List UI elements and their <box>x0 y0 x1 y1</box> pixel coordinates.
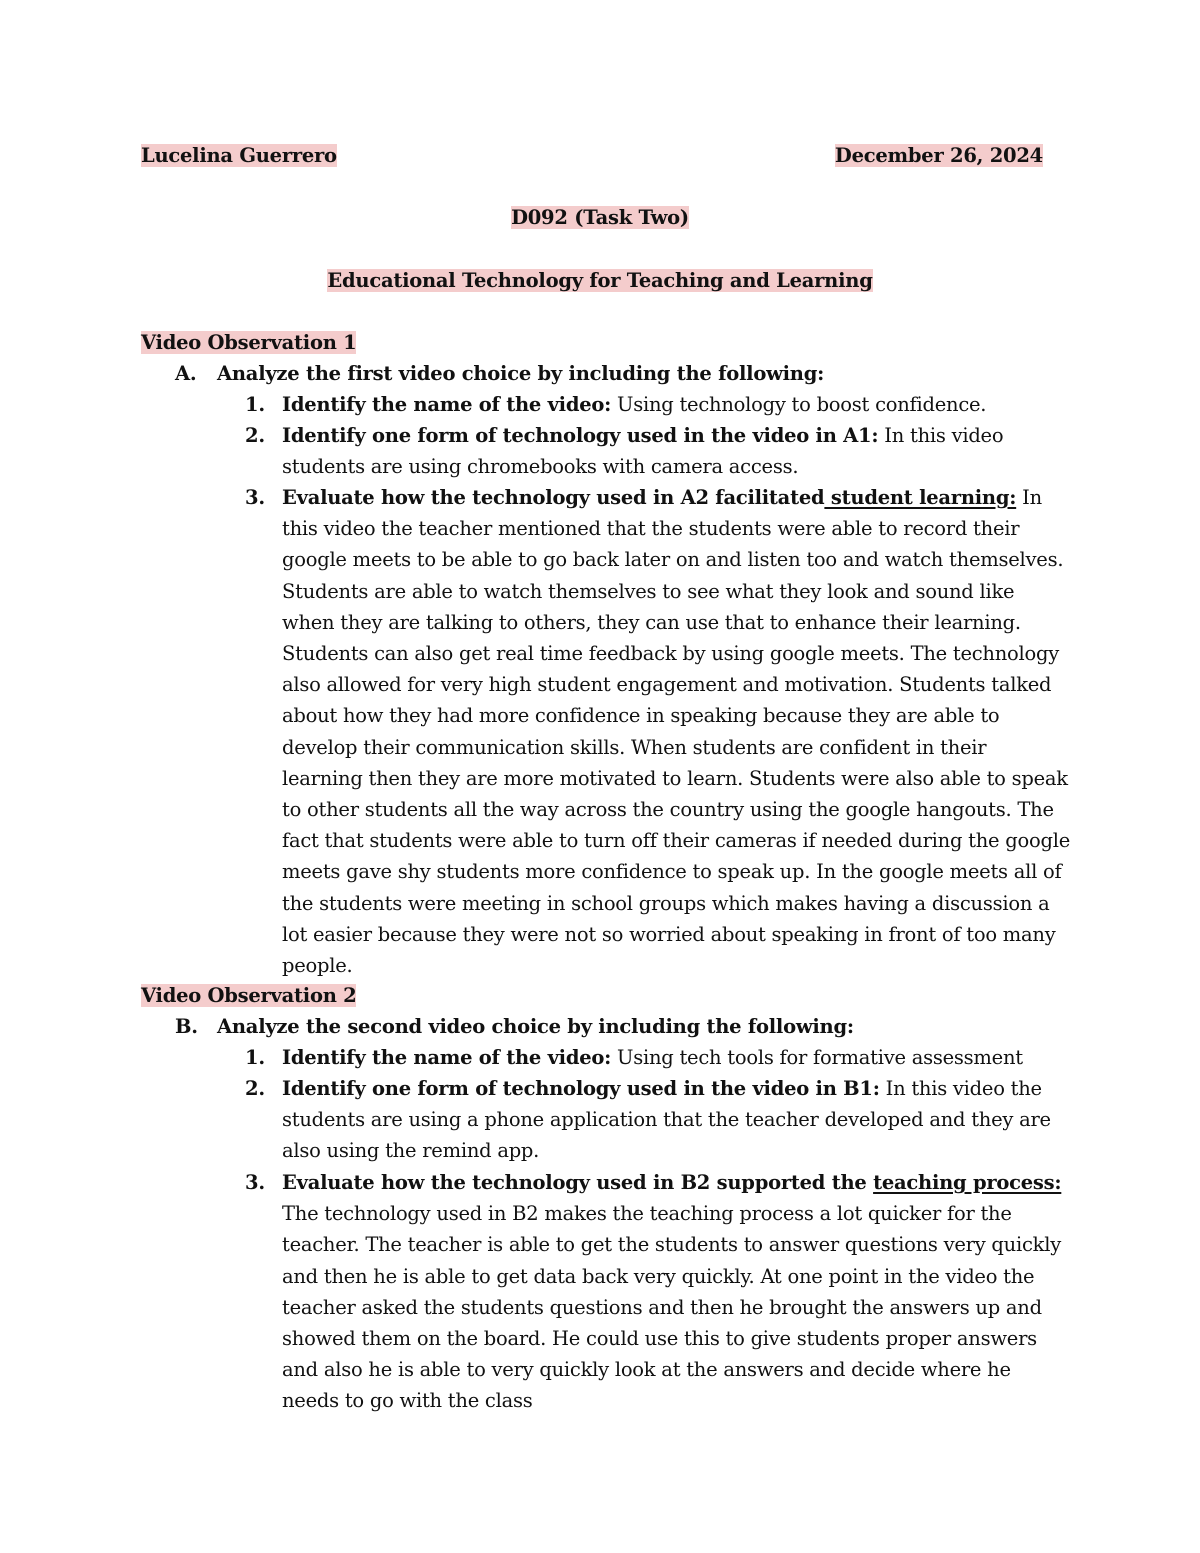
item-text: Using technology to boost confidence. <box>611 393 987 416</box>
item-label: Identify the name of the video: <box>282 393 612 416</box>
list-marker-a1: 1. <box>245 393 265 416</box>
item-label: Identify one form of technology used in the video in A1: <box>282 424 879 447</box>
item-label: Evaluate how the technology used in A2 facilitated <box>282 486 825 509</box>
item-text: In this video the students are using a phone application that the teacher developed and they are also using the remind app. <box>282 1077 1051 1163</box>
section-prompt-b: Analyze the second video choice by including the following: <box>217 1015 854 1038</box>
list-marker-b1: 1. <box>245 1046 265 1069</box>
section-heading-video-1: Video Observation 1 <box>141 331 357 354</box>
item-label: Evaluate how the technology used in B2 supported the <box>282 1171 874 1194</box>
section-prompt-a: Analyze the first video choice by including the following: <box>217 362 825 385</box>
document-title: Educational Technology for Teaching and Learning <box>327 269 873 292</box>
list-marker-a2: 2. <box>245 424 265 447</box>
list-item-a1 <box>282 389 1072 420</box>
list-marker-b3: 3. <box>245 1171 265 1194</box>
list-item-a3 <box>282 482 1072 981</box>
list-item-a2 <box>282 420 1072 482</box>
item-text: In this video the teacher mentioned that the students were able to record their google meets to be able to go back later on and listen too and watch themselves. Students are able to watch themselves to see what they look and sound like when they are talking to others, they can use that to enhance their learning. Students can also get real time feedback by using google meets. The technology also allowed for very high student engagement and motivation. Students talked about how they had more confidence in speaking because they are able to develop their communication skills. When students are confident in their learning then they are more motivated to learn. Students were also able to speak to other students all the way across the country using the google hangouts. The fact that students were able to turn off their cameras if needed during the google meets gave shy students more confidence to speak up. In the google meets all of the students were meeting in school groups which makes having a discussion a lot easier because they were not so worried about speaking in front of too many people. <box>282 486 1070 978</box>
item-underline: teaching process: <box>873 1171 1062 1194</box>
document-date: December 26, 2024 <box>834 144 1043 167</box>
item-text: In this video students are using chromebooks with camera access. <box>282 424 1004 479</box>
course-code: D092 (Task Two) <box>511 206 689 229</box>
author-name: Lucelina Guerrero <box>141 144 337 167</box>
list-marker-b: B. <box>175 1015 198 1038</box>
list-item-b3 <box>282 1167 1072 1417</box>
item-underline: student learning: <box>824 486 1017 509</box>
list-marker-a3: 3. <box>245 486 265 509</box>
list-item-b1 <box>282 1042 1072 1073</box>
list-marker-b2: 2. <box>245 1077 265 1100</box>
list-item-b2 <box>282 1073 1072 1167</box>
item-text: Using tech tools for formative assessment <box>611 1046 1023 1069</box>
item-label: Identify the name of the video: <box>282 1046 612 1069</box>
item-text: The technology used in B2 makes the teaching process a lot quicker for the teacher. The teacher is able to get the students to answer questions very quickly and then he is able to get data back very quickly. At one point in the video the teacher asked the students questions and then he brought the answers up and showed them on the board. He could use this to give students proper answers and also he is able to very quickly look at the answers and decide where he needs to go with the class <box>282 1202 1061 1413</box>
item-label: Identify one form of technology used in the video in B1: <box>282 1077 880 1100</box>
list-marker-a: A. <box>175 362 197 385</box>
section-heading-video-2: Video Observation 2 <box>141 984 357 1007</box>
